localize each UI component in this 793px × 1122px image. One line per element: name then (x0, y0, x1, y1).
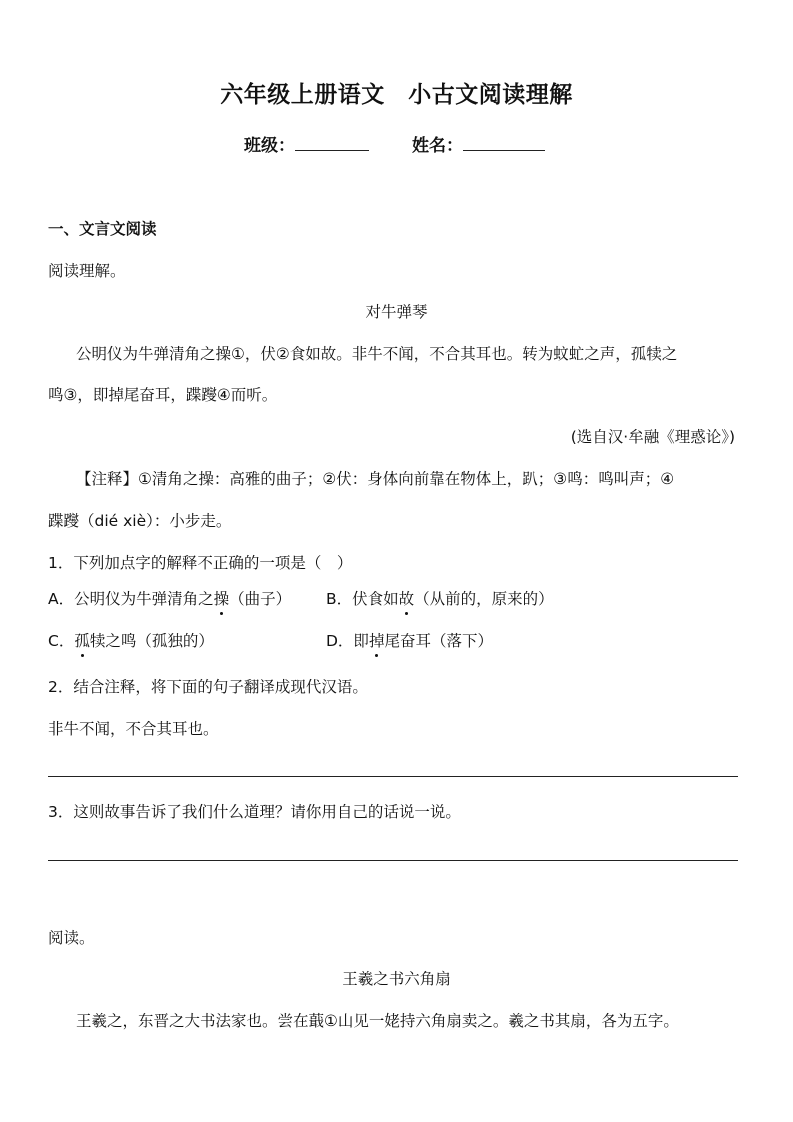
note-line: 蹀躞（dié xiè）：小步走。 (48, 512, 232, 530)
name-field (412, 131, 545, 156)
class-blank[interactable] (295, 132, 369, 151)
page-title: 六年级上册语文 小古文阅读理解 (220, 82, 573, 108)
note-line: 【注释】①清角之操：高雅的曲子；②伏：身体向前靠在物体上，趴；③鸣：鸣叫声；④ (76, 470, 675, 488)
instruction-text: 阅读理解。 (48, 262, 126, 280)
dotted-char: 掉 (369, 629, 385, 651)
class-label: 班级： (244, 136, 295, 156)
dotted-char: 故 (399, 587, 415, 609)
passage-source: (选自汉·牟融《理惑论》) (570, 428, 735, 446)
option-c-text: C． (48, 632, 75, 650)
class-field (244, 131, 369, 156)
option-a-text: A．公明仪为牛弹清角之 (48, 590, 214, 608)
option-c[interactable] (48, 629, 214, 651)
passage-line: 鸣③，即掉尾奋耳，蹀躞④而听。 (48, 386, 278, 404)
section-heading: 一、文言文阅读 (48, 220, 157, 238)
dotted-char: 操 (214, 587, 230, 609)
instruction-text: 阅读。 (48, 929, 95, 947)
question-3: 3．这则故事告诉了我们什么道理？请你用自己的话说一说。 (48, 803, 461, 821)
dotted-char: 孤 (74, 629, 90, 651)
name-blank[interactable] (463, 132, 545, 151)
question-2: 2．结合注释，将下面的句子翻译成现代汉语。 (48, 678, 368, 696)
option-d-text: 尾奋耳（落下） (384, 632, 493, 650)
option-c-text: 犊之鸣（孤独的） (89, 632, 214, 650)
option-b-text: B．伏食如 (326, 590, 399, 608)
option-b[interactable] (326, 587, 554, 609)
answer-line[interactable] (48, 860, 738, 861)
passage-line: 公明仪为牛弹清角之操①，伏②食如故。非牛不闻，不合其耳也。转为蚊虻之声，孤犊之 (76, 345, 678, 363)
name-label: 姓名： (412, 136, 463, 156)
passage-title: 对牛弹琴 (365, 303, 428, 321)
option-d-text: D．即 (326, 632, 369, 650)
option-a-text: （曲子） (229, 590, 292, 608)
question-2-sentence: 非牛不闻，不合其耳也。 (48, 720, 219, 738)
passage-line: 王羲之，东晋之大书法家也。尝在蕺①山见一姥持六角扇卖之。羲之书其扇，各为五字。 (76, 1012, 679, 1030)
option-a[interactable] (48, 587, 291, 609)
question-1: 1．下列加点字的解释不正确的一项是（ ） (48, 554, 353, 572)
option-b-text: （从前的，原来的） (414, 590, 554, 608)
option-d[interactable] (326, 629, 493, 651)
passage-title: 王羲之书六角扇 (342, 970, 451, 988)
answer-line[interactable] (48, 776, 738, 777)
